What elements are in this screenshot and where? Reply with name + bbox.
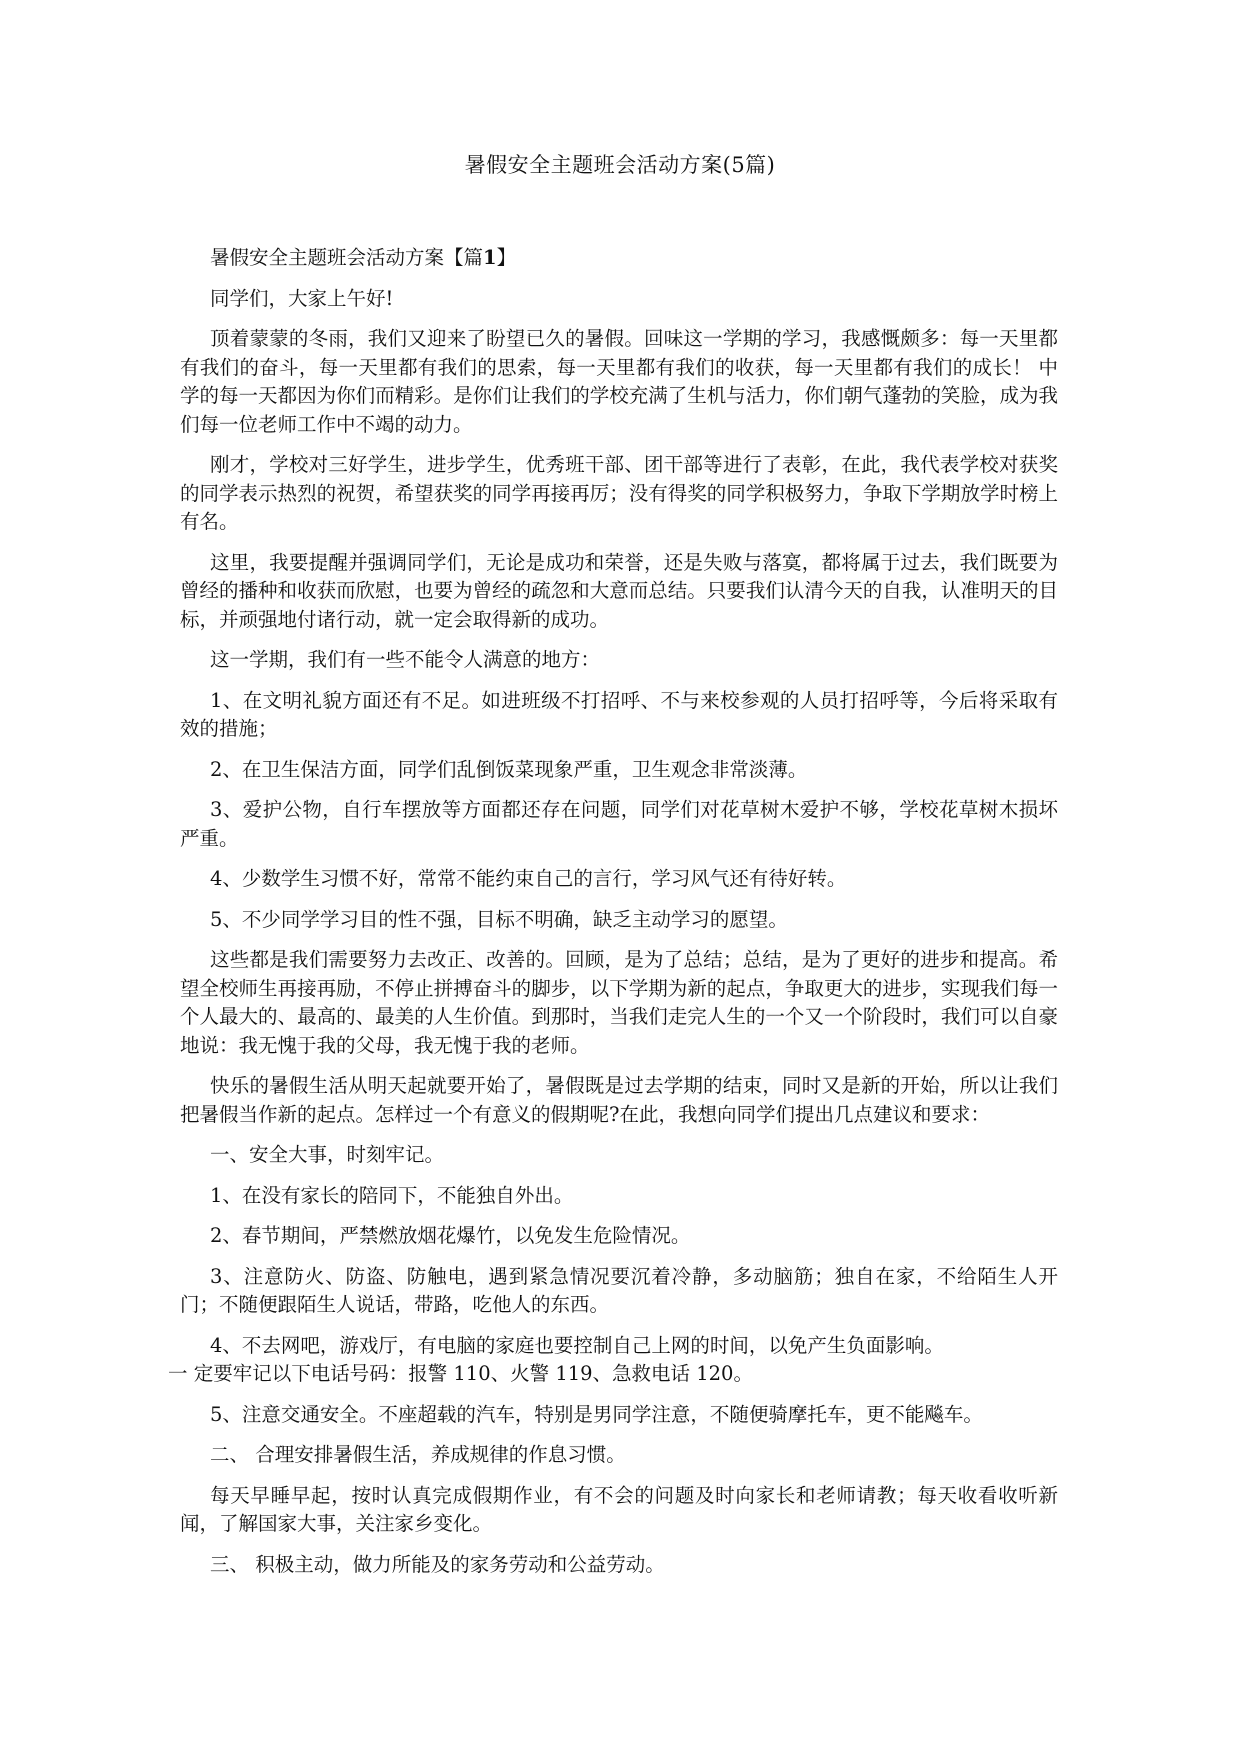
body-paragraph: 这一学期，我们有一些不能令人满意的地方： [210,648,601,671]
list-item: 1、在文明礼貌方面还有不足。如进班级不打招呼、不与来校参观的人员打招呼等，今后将采取有效的措施； [180,688,1058,740]
list-item: 5、注意交通安全。不座超载的汽车，特别是男同学注意，不随便骑摩托车，更不能飚车。 [210,1402,983,1426]
list-item: 1、在没有家长的陪同下，不能独自外出。 [210,1183,574,1207]
list-item: 4、不去网吧，游戏厅，有电脑的家庭也要控制自己上网的时间，以免产生负面影响。 [210,1333,944,1357]
body-paragraph: 顶着蒙蒙的冬雨，我们又迎来了盼望已久的暑假。回味这一学期的学习，我感慨颇多：每一天里都有我们的奋斗，每一天里都有我们的思索，每一天里都有我们的收获，每一天里都有我们的成长！ 中学的每一天都因为你们而精彩。是你们让我们的学校充满了生机与活力，你们朝气蓬勃的笑脸，成为我们每一位老师工作中不竭的动力。 [180,327,1058,436]
greeting-paragraph: 同学们，大家上午好! [210,286,394,310]
body-paragraph: 刚才，学校对三好学生，进步学生，优秀班干部、团干部等进行了表彰，在此，我代表学校对获奖的同学表示热烈的祝贺，希望获奖的同学再接再厉；没有得奖的同学积极努力，争取下学期放学时榜上有名。 [180,453,1058,533]
body-paragraph: 这里，我要提醒并强调同学们，无论是成功和荣誉，还是失败与落寞，都将属于过去，我们既要为曾经的播种和收获而欣慰，也要为曾经的疏忽和大意而总结。只要我们认清今天的自我，认准明天的目标，并顽强地付诸行动，就一定会取得新的成功。 [180,550,1058,631]
list-item: 3、注意防火、防盗、防触电，遇到紧急情况要沉着冷静，多动脑筋；独自在家，不给陌生人开门；不随便跟陌生人说话，带路，吃他人的东西。 [180,1264,1058,1316]
section-subheading: 一、安全大事，时刻牢记。 [210,1143,445,1166]
list-item: 3、爱护公物，自行车摆放等方面都还存在问题，同学们对花草树木爱护不够，学校花草树木损坏严重。 [180,798,1058,850]
phone-numbers-line: 一 定要牢记以下电话号码：报警 110、火警 119、急救电话 120。 [168,1362,753,1385]
body-paragraph: 这些都是我们需要努力去改正、改善的。回顾，是为了总结；总结，是为了更好的进步和提高。希望全校师生再接再励，不停止拼搏奋斗的脚步，以下学期为新的起点，争取更大的进步，实现我们每一个人最大的、最高的、最美的人生价值。到那时，当我们走完人生的一个又一个阶段时，我们可以自豪地说：我无愧于我的父母，我无愧于我的老师。 [180,948,1058,1057]
list-item: 2、在卫生保洁方面，同学们乱倒饭菜现象严重，卫生观念非常淡薄。 [210,757,808,781]
section-subheading: 二、 合理安排暑假生活，养成规律的作息习惯。 [210,1443,626,1466]
section-subheading: 三、 积极主动，做力所能及的家务劳动和公益劳动。 [210,1552,665,1576]
section-heading-suffix: 】 [496,246,517,269]
section-heading-prefix: 暑假安全主题班会活动方案【篇 [210,246,484,269]
list-item: 5、不少同学学习目的性不强，目标不明确，缺乏主动学习的愿望。 [210,907,788,931]
document-body [168,244,1058,1591]
section-heading [180,244,1058,273]
list-item: 4、少数学生习惯不好，常常不能约束自己的言行，学习风气还有待好转。 [210,867,847,890]
document-title: 暑假安全主题班会活动方案(5篇) [464,153,776,177]
body-paragraph: 快乐的暑假生活从明天起就要开始了，暑假既是过去学期的结束，同时又是新的开始，所以让我们把暑假当作新的起点。怎样过一个有意义的假期呢?在此，我想向同学们提出几点建议和要求： [180,1074,1058,1126]
section-heading-number: 1 [483,246,497,269]
list-item: 2、春节期间，严禁燃放烟花爆竹，以免发生危险情况。 [210,1224,691,1247]
body-paragraph: 每天早睡早起，按时认真完成假期作业，有不会的问题及时向家长和老师请教；每天收看收听新闻，了解国家大事，关注家乡变化。 [180,1483,1058,1535]
